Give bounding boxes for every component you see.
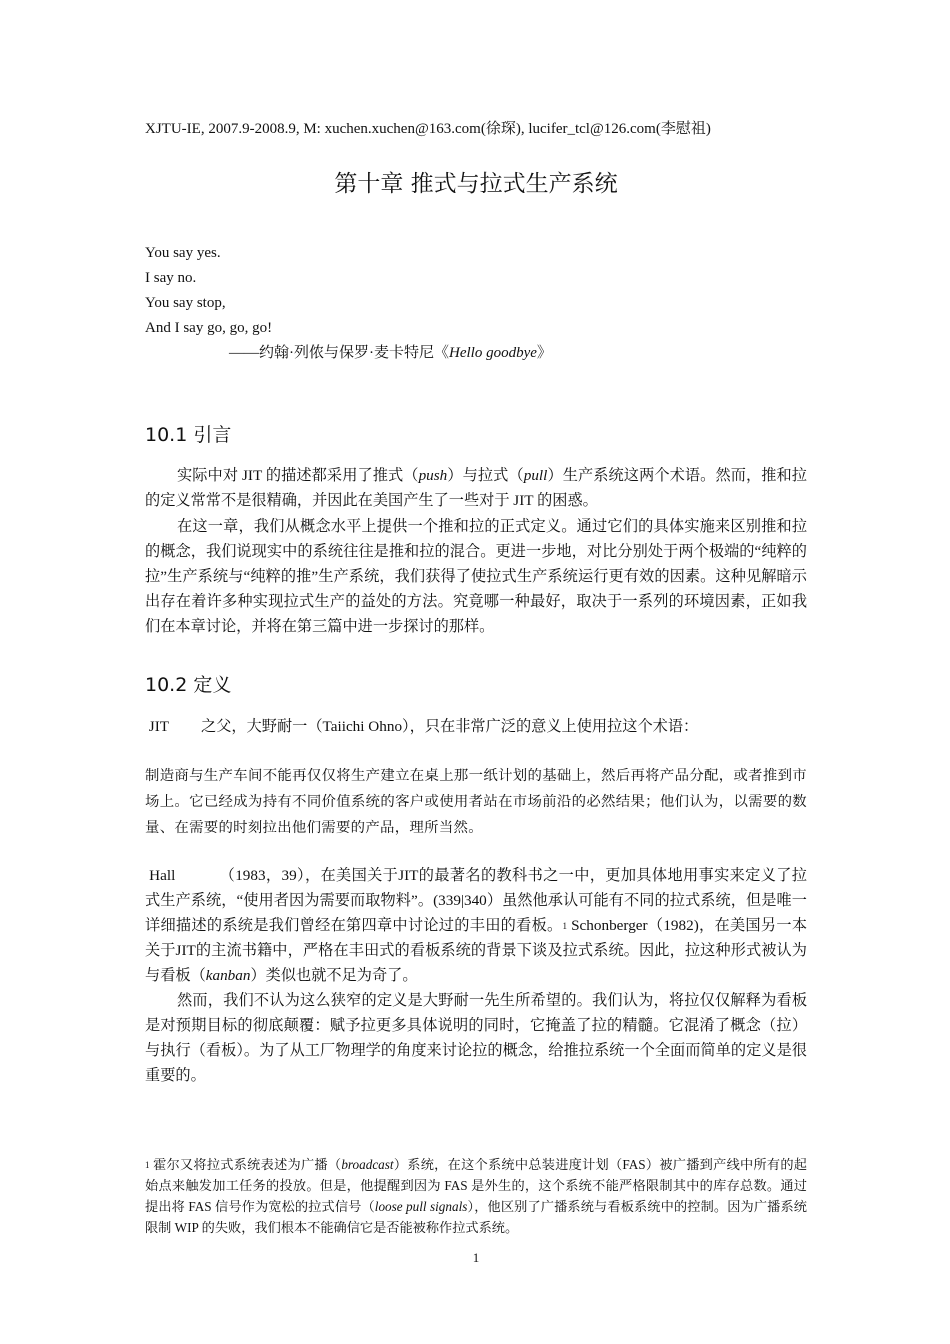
- text-run: ）类似也就不足为奇了。: [250, 967, 418, 984]
- chapter-title: 第十章 推式与拉式生产系统: [334, 171, 618, 197]
- section-10-2-paragraph-hall: [145, 863, 807, 988]
- text-run: ）系统，在这个系统中总装进度计划（FAS）被广播到产线中所有的起始点来触发加工任务的投放。但是，他提醒到因为 FAS 是外生的，这个系统不能严格限制其中的库存总数。通过提出将 FAS 信号作为宽松的拉式信号（: [145, 1157, 807, 1214]
- section-10-1-paragraph-1: [145, 463, 807, 513]
- page-number: 1: [472, 1250, 480, 1265]
- section-10-1-paragraph-2: 在这一章，我们从概念水平上提供一个推和拉的正式定义。通过它们的具体实施来区别推和拉的概念，我们说现实中的系统往往是推和拉的混合。更进一步地，对比分别处于两个极端的“纯粹的拉”生产系统与“纯粹的推”生产系统，我们获得了使拉式生产系统运行更有效的因素。这种见解暗示出存在着许多种实现拉式生产的益处的方法。究竟哪一种最好，取决于一系列的环境因素，正如我们在本章讨论，并将在第三篇中进一步探讨的那样。: [145, 518, 807, 635]
- term-pull: pull: [523, 467, 548, 484]
- footnote-1: [145, 1154, 807, 1238]
- text-run: 霍尔又将拉式系统表述为广播（: [153, 1157, 342, 1172]
- footnote-marker: 1: [562, 921, 568, 931]
- epigraph: [145, 241, 552, 366]
- epigraph-line-4: And I say go, go, go!: [145, 320, 273, 336]
- text-run: ）与拉式（: [447, 467, 524, 484]
- section-heading-10-2: 10.2 定义: [145, 674, 232, 696]
- text-run: ）生产系统这两个术语。然而，推和拉的定义常常不是很精确，并因此在美国产生了一些对于 JIT 的困惑。: [145, 467, 807, 509]
- section-10-2-intro: [145, 714, 807, 739]
- term-loose-pull-signals: loose pull signals: [374, 1199, 468, 1214]
- ohno-quotation: 制造商与生产车间不能再仅仅将生产建立在桌上那一纸计划的基础上，然后再将产品分配，或者推到市场上。它已经成为持有不同价值系统的客户或使用者站在市场前沿的必然结果；他们认为，以需要的数量、在需要的时刻拉出他们需要的产品，理所当然。: [145, 768, 807, 836]
- text-run: 实际中对 JIT 的描述都采用了推式（: [177, 467, 419, 484]
- text-run: Schonberger（1982)，在美国另一本关于JIT的主流书籍中，严格在丰田式的看板系统的背景下谈及拉式系统。因此，拉这种形式被认为与看板（: [145, 917, 808, 984]
- epigraph-line-3: You say stop,: [145, 295, 226, 311]
- term-broadcast: broadcast: [341, 1157, 394, 1172]
- attribution-song-title: Hello goodbye: [449, 345, 537, 361]
- term-kanban: kanban: [205, 967, 251, 984]
- attribution-suffix: 》: [536, 345, 552, 361]
- running-header: XJTU-IE, 2007.9-2008.9, M: xuchen.xuchen@163.com(徐琛), lucifer_tcl@126.com(李慰祖): [145, 121, 711, 137]
- epigraph-line-2: I say no.: [145, 270, 197, 286]
- text-run: JIT: [148, 718, 170, 735]
- term-push: push: [418, 467, 448, 484]
- text-run: （1983，39），在美国关于JIT的最著名的教科书之一中，更加具体地用事实来定义了拉式生产系统，“使用者因为需要而取物料”。(339|340）虽然他承认可能有不同的拉式系统，但是唯一详细描述的系统是我们曾经在第四章中讨论过的丰田的看板。: [145, 867, 807, 934]
- section-heading-10-1: 10.1 引言: [145, 424, 232, 446]
- text-run: ），他区别了广播系统与看板系统中的控制。因为广播系统限制 WIP 的失败，我们根本不能确信它是否能被称作拉式系统。: [145, 1199, 807, 1235]
- footnote-number: 1: [145, 1160, 150, 1170]
- text-run: 之父，大野耐一（Taiichi Ohno），只在非常广泛的意义上使用拉这个术语：: [201, 718, 699, 735]
- section-10-2-paragraph-4: 然而，我们不认为这么狭窄的定义是大野耐一先生所希望的。我们认为，将拉仅仅解释为看板是对预期目标的彻底颠覆：赋予拉更多具体说明的同时，它掩盖了拉的精髓。它混淆了概念（拉）与执行（看板）。为了从工厂物理学的角度来讨论拉的概念，给推拉系统一个全面而简单的定义是很重要的。: [145, 992, 807, 1084]
- epigraph-line-1: You say yes.: [145, 245, 221, 261]
- attribution-prefix: ——约翰·列侬与保罗·麦卡特尼《: [229, 345, 449, 361]
- text-run: Hall: [149, 867, 176, 884]
- epigraph-attribution: [145, 341, 552, 366]
